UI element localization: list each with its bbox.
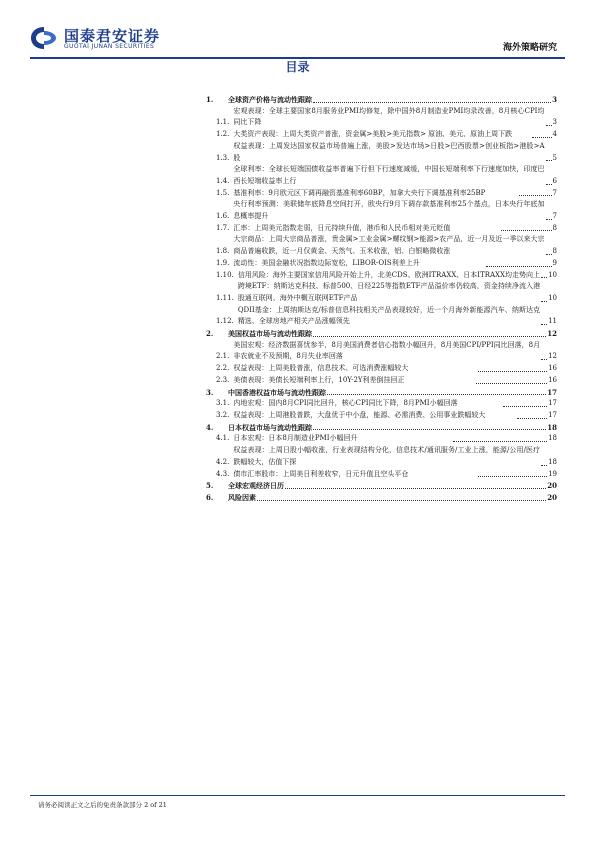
toc-dot-leader [313, 336, 546, 337]
toc-entry-number: 1.1. [216, 118, 230, 127]
toc-entry-number: 1.9. [216, 258, 230, 267]
toc-entry-number: 5. [206, 481, 214, 491]
toc-subsection-link[interactable] [206, 410, 557, 422]
toc-subsection-link[interactable] [206, 270, 557, 282]
toc-subsection-link[interactable] [206, 129, 557, 141]
toc-dot-leader [313, 429, 546, 430]
toc-subsection-link[interactable] [206, 188, 557, 200]
toc-entry-title: 权益表现：上周发达国家权益市场普遍上涨，美股>发达市场>日股>巴西股票>创业板指>港股>A股 [233, 141, 545, 162]
toc-subsection-link[interactable] [206, 234, 557, 257]
toc-entry-number: 1.7. [216, 223, 230, 232]
toc-page-number: 8 [552, 223, 558, 232]
toc-entry-number: 2.1. [216, 352, 230, 361]
toc-page-number: 4 [552, 130, 557, 139]
brand-name-en: GUOTAI JUNAN SECURITIES [64, 43, 155, 50]
toc-page-number: 3 [552, 118, 557, 127]
page-header [0, 0, 595, 56]
toc-page-number: 20 [547, 492, 557, 502]
toc-entry-title: 美国宏观：经济数据喜忧参半，8月美国消费者信心指数小幅回升，8月美国CPI/PPI同比回落，8月非农就业不及预期，8月失业率回落 [233, 340, 541, 361]
toc-section-link[interactable] [206, 492, 557, 504]
toc-dot-leader [519, 195, 552, 196]
toc-page-number: 12 [547, 329, 557, 339]
toc-entry-title: 风险因素 [228, 492, 256, 502]
toc-entry-title: 全球资产价格与流动性跟踪 [228, 95, 312, 104]
toc-page-number: 17 [547, 387, 557, 397]
toc-page-number: 16 [548, 375, 558, 384]
toc-entry-title: 内地宏观：国内8月CPI同比回升，核心CPI同比下降，8月PMI小幅回落 [233, 399, 458, 408]
toc-page-number: 7 [552, 188, 557, 197]
toc-entry-number: 4.1. [216, 434, 230, 443]
toc-entry-number: 4. [206, 422, 214, 432]
toc-entry-title: 跨境ETF：纳斯达克科技、标普500、日经225等指数ETF产品溢价率仍较高，资金持续净流入港股通互联网、海外中概互联网ETF产品 [237, 282, 541, 302]
toc-dot-leader [532, 137, 551, 138]
toc-entry-title: 汇率：上周美元指数走弱，日元持续升值，港币和人民币相对美元贬值 [233, 223, 451, 232]
toc-page-number: 19 [548, 469, 557, 478]
toc-page-number: 5 [552, 153, 557, 162]
toc-subsection-link[interactable] [206, 223, 557, 235]
toc-entry-number: 3.2. [216, 410, 230, 419]
toc-subsection-link[interactable] [206, 281, 557, 304]
toc-entry-number: 3.1. [216, 399, 230, 408]
toc-page-number: 17 [548, 399, 557, 408]
toc-entry-title: 日本权益市场与流动性跟踪 [228, 422, 312, 432]
toc-entry-title: 美国权益市场与流动性跟踪 [228, 329, 312, 339]
toc-subsection-link[interactable] [206, 258, 557, 270]
toc-subsection-link[interactable] [206, 141, 557, 164]
toc-entry-title: 基准利率：9月欧元区下调再融资基准利率60BP，加拿大央行下调基准利率25BP [233, 188, 486, 197]
toc-entry-number: 2.3. [216, 375, 230, 384]
toc-section-link[interactable] [206, 422, 557, 434]
toc-dot-leader [486, 266, 551, 267]
toc-subsection-link[interactable] [206, 469, 557, 481]
toc-subsection-link[interactable] [206, 340, 557, 363]
toc-dot-leader [541, 465, 547, 466]
toc-entry-title: 日本宏观：日本8月制造业PMI小幅回升 [233, 434, 358, 443]
toc-entry-number: 3. [206, 387, 214, 397]
toc-dot-leader [541, 301, 547, 302]
toc-entry-number: 1.4. [216, 176, 230, 185]
toc-entry-title: 信用风险：海外主要国家信用风险开始上升，北美CDS、欧洲ITRAXX、日本ITRAXX均走势向上 [237, 270, 541, 279]
toc-entry-title: 大类资产表现：上周大类资产普涨，资金属>美股>美元指数> 原油、美元、原油上周下跌 [233, 130, 513, 139]
table-of-contents [206, 94, 557, 504]
toc-dot-leader [257, 500, 546, 501]
toc-entry-title: 美债表现：美债长短端利率上行，10Y-2Y利差倒挂回正 [233, 375, 405, 384]
toc-entry-title: 债市汇率股市：上周美日利差收窄，日元升值且空头平仓 [233, 469, 409, 478]
toc-dot-leader [453, 441, 547, 442]
toc-section-link[interactable] [206, 387, 557, 399]
toc-page-number: 9 [552, 258, 558, 267]
toc-heading: 目录 [285, 60, 310, 74]
toc-entry-number: 1.11. [216, 293, 234, 302]
toc-page-number: 17 [548, 410, 557, 419]
toc-entry-number: 1.2. [216, 130, 230, 139]
toc-dot-leader [546, 125, 552, 126]
toc-entry-title: 全球宏观经济日历 [228, 481, 284, 491]
footer-divider [30, 795, 565, 796]
toc-entry-number: 6. [206, 492, 214, 502]
toc-subsection-link[interactable] [206, 164, 557, 187]
toc-entry-number: 4.3. [216, 469, 230, 478]
toc-entry-number: 1.12. [216, 317, 234, 326]
toc-dot-leader [476, 383, 547, 384]
toc-entry-title: 大宗商品：上周大宗商品普涨，贵金属>工业金属>螺纹钢>能源>农产品，近一月及近一季以来大宗商品普遍收跌，近一月仅黄金、天然气、玉米收涨，铝、白银略微收涨 [233, 235, 545, 256]
toc-page-number: 18 [548, 434, 558, 443]
toc-entry-title: 权益表现：上周日股小幅收涨，行业表现结构分化，信息技术/通讯服务/工业上涨，能源/公用/医疗跌幅较大，估值下探 [233, 446, 541, 466]
toc-page-number: 3 [552, 95, 557, 104]
toc-page-number: 18 [547, 422, 557, 432]
toc-page-number: 16 [548, 364, 557, 373]
toc-page-number: 10 [548, 293, 557, 302]
toc-entry-number: 1.5. [216, 188, 230, 197]
toc-entry-number: 4.2. [216, 457, 230, 466]
toc-dot-leader [517, 418, 547, 419]
toc-entry-number: 1.3. [216, 153, 230, 162]
toc-entry-title: 宏观表现：全球主要国家8月服务业PMI均修复，除中国外8月制造业PMI均录改善，8月核心CPI均同比下降 [233, 106, 545, 127]
toc-page-number: 20 [547, 481, 557, 491]
toc-section-link[interactable] [206, 328, 557, 340]
toc-entry-number: 2. [206, 329, 214, 339]
toc-page-number: 8 [552, 247, 557, 256]
toc-entry-number: 1.8. [216, 247, 230, 256]
toc-page-number: 7 [552, 212, 557, 221]
footer-disclaimer: 请务必阅读正文之后的免责条款部分 2 of 21 [38, 801, 167, 809]
toc-dot-leader [327, 394, 546, 395]
toc-subsection-link[interactable] [206, 363, 557, 375]
toc-entry-title: 流动性：美国金融状况指数边际宽松，LIBOR-OIS利差上升 [233, 258, 420, 267]
toc-dot-leader [546, 254, 552, 255]
toc-entry-title: QDII基金：上周纳斯达克/标普信息科技相关产品表现较好，近一个月海外新能源汽车、纳斯达克精选、全球房地产相关产品涨幅领先 [237, 305, 541, 326]
toc-dot-leader [546, 219, 552, 220]
toc-subsection-link[interactable] [206, 106, 557, 129]
toc-dot-leader [478, 476, 547, 477]
toc-entry-number: 2.2. [216, 364, 230, 373]
toc-entry-title: 权益表现：上周港股普跌，大盘优于中小盘，能源、必需消费、公用事业跌幅较大 [233, 410, 486, 419]
toc-subsection-link[interactable] [206, 433, 557, 445]
toc-page-number: 18 [548, 457, 557, 466]
toc-dot-leader [541, 277, 547, 278]
toc-page-number: 11 [548, 317, 557, 326]
toc-subsection-link[interactable] [206, 375, 557, 387]
toc-subsection-link[interactable] [206, 445, 557, 468]
toc-entry-title: 权益表现：上周美股普涨，信息技术、可选消费涨幅较大 [233, 364, 409, 373]
toc-page-number: 10 [548, 270, 557, 279]
toc-section-link[interactable] [206, 94, 557, 106]
guotai-junan-logo-icon [30, 26, 58, 50]
toc-subsection-link[interactable] [206, 398, 557, 410]
toc-dot-leader [313, 102, 551, 103]
toc-entry-number: 1.6. [216, 212, 230, 221]
toc-subsection-link[interactable] [206, 305, 557, 328]
toc-dot-leader [546, 184, 552, 185]
toc-dot-leader [546, 160, 552, 161]
toc-dot-leader [503, 406, 547, 407]
toc-dot-leader [541, 359, 547, 360]
toc-subsection-link[interactable] [206, 199, 557, 222]
report-series: 海外策略研究 [502, 43, 557, 53]
toc-page-number: 12 [548, 352, 557, 361]
toc-entry-number: 1.10. [216, 270, 234, 279]
toc-entry-number: 1. [206, 95, 214, 104]
toc-dot-leader [478, 371, 547, 372]
brand-name-cn: 国泰君安证券 [64, 27, 161, 45]
toc-entry-title: 中国香港权益市场与流动性跟踪 [228, 387, 326, 397]
toc-dot-leader [285, 488, 546, 489]
toc-dot-leader [501, 230, 551, 231]
toc-page-number: 6 [552, 176, 557, 185]
toc-entry-title: 央行利率预测：美联储年底降息空间打开，欧央行9月下调存款基准利率25个基点，日本央行年底加息概率提升 [233, 200, 545, 221]
toc-section-link[interactable] [206, 480, 557, 492]
toc-entry-title: 全球利率：全球长短端国债收益率普遍下行但下行速度减缓，中国长短端利率下行速度加快，印度巴西长短端收益率上行 [233, 165, 545, 185]
toc-dot-leader [541, 324, 547, 325]
